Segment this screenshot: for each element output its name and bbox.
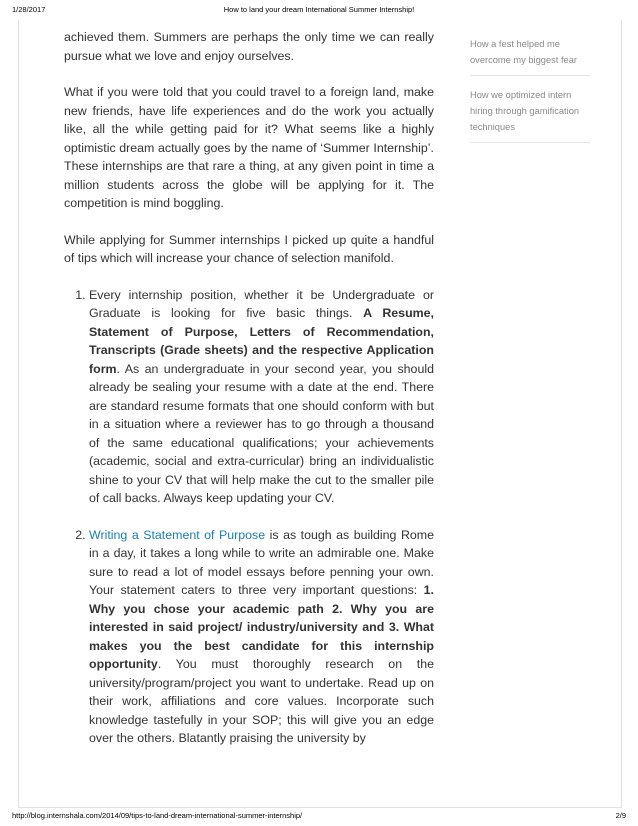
print-page-title: How to land your dream International Summer Internship! <box>223 5 415 14</box>
item-bold-text: 1. Why you chose your academic path 2. Why you are interested in said project/ industry/university and 3. What makes you the best candidate for this internship opportunity <box>89 583 434 671</box>
list-item <box>89 286 434 508</box>
item-text: is as tough as building Rome in a day, it takes a long while to write an admirable one. Make sure to read a lot of model essays before penning your own. Your statement caters to three very important questions: <box>89 527 434 597</box>
related-post-link[interactable]: How we optimized intern hiring through gamification techniques <box>470 84 590 143</box>
sop-link[interactable]: Writing a Statement of Purpose <box>89 527 266 542</box>
sidebar-related-posts <box>470 33 590 151</box>
article-body <box>64 28 434 766</box>
list-item <box>89 526 434 748</box>
related-post-link[interactable]: How a fest helped me overcome my biggest fear <box>470 33 590 76</box>
item-text: Every internship position, whether it be Undergraduate or Graduate is looking for five basic things. <box>89 287 434 320</box>
paragraph-intro-end: achieved them. Summers are perhaps the only time we can really pursue what we love and enjoy ourselves. <box>64 30 434 63</box>
paragraph-dream: What if you were told that you could travel to a foreign land, make new friends, have life experiences and do the work you actually like, all the while getting paid for it? What seems like a highly optimistic dream actually goes by the name of ‘Summer Internship’. These internships are that rare a thing, at any given point in time a million students across the globe will be applying for it. The competition is mind boggling. <box>64 85 434 210</box>
print-url: http://blog.internshala.com/2014/09/tips-to-land-dream-international-summer-internship/ <box>12 811 303 820</box>
item-text: . You must thoroughly research on the university/program/project you want to undertake. Read up on their work, affiliations and core values. Incorporate such knowledge tastefully in your SOP; this will give you an edge over the others. Blatantly praising the university by <box>89 657 434 745</box>
print-page-number: 2/9 <box>615 811 626 820</box>
paragraph-tips-intro: While applying for Summer internships I picked up quite a handful of tips which will increase your chance of selection manifold. <box>64 232 434 265</box>
tips-list <box>64 286 434 748</box>
print-header <box>12 5 626 15</box>
print-date: 1/28/2017 <box>12 5 46 14</box>
item-bold-text: A Resume, Statement of Purpose, Letters of Recommendation, Transcripts (Grade sheets) and the respective Application form <box>89 306 434 376</box>
item-text: . As an undergraduate in your second year, you should already be sealing your resume with a date at the end. There are standard resume formats that one should conform with but in a situation where a reviewer has to go through a thousand of the same educational qualifications; your achievements (academic, social and extra-curricular) bring an individualistic shine to your CV that will help make the cut to the smaller pile of call backs. Always keep updating your CV. <box>89 361 434 505</box>
print-footer <box>12 811 626 821</box>
